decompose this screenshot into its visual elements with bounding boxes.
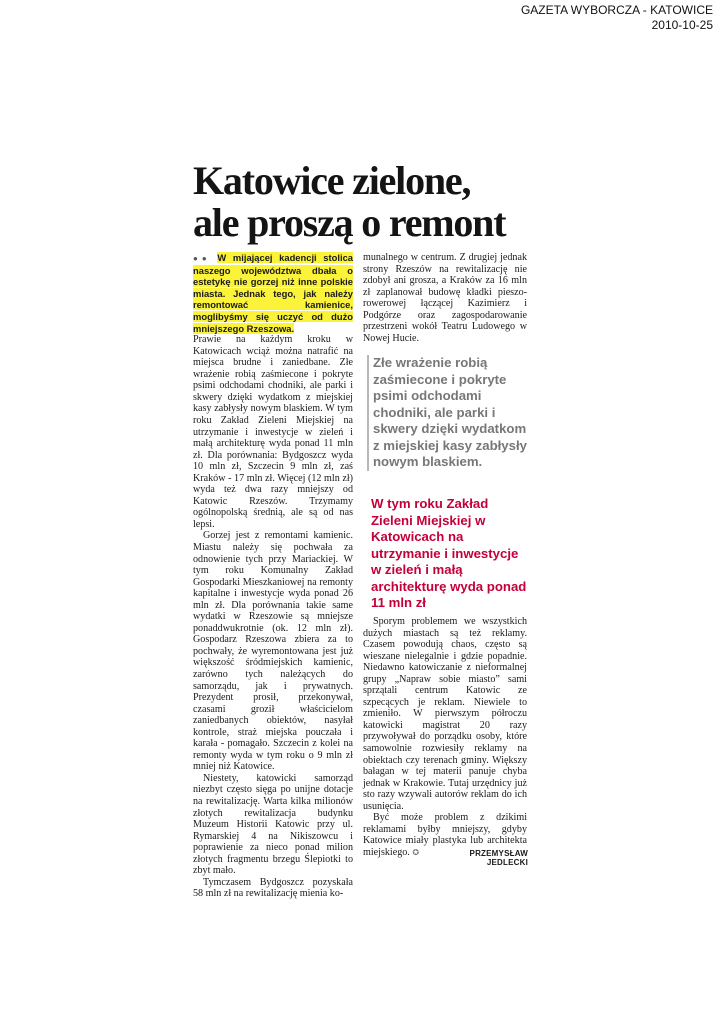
- paragraph: Sporym problemem we wszystkich dużych miastach są też reklamy. Czasem powodują chaos, często są wieszane nielegalnie i gdzie popadnie. Niedawno katowiczanie z nieformalnej grupy „Napraw sobie miasto” sami sprzątali centrum Katowic ze szpecących je reklam. Niewiele to zmieniło. W pierwszym półroczu katowicki magistrat 20 razy przywoływał do porządku osoby, które samowolnie rozwiesiły reklamy na obiektach czy terenach gminy. Większy bałagan w tej materii panuje chyba jednak w Krakowie. Tutaj urzędnicy już sto razy wzywali autorów reklam do ich usunięcia.: [363, 616, 527, 812]
- paragraph: munalnego w centrum. Z drugiej jednak strony Rzeszów na rewitalizację nie zdobył ani grosza, a Kraków za 16 mln zł zaplanował budowę kładki pieszo-rowerowej łączącej Kazimierz i Podgórze oraz zagospodarowanie przestrzeni wokół Teatru Ludowego w Nowej Hucie.: [363, 252, 527, 344]
- paragraph: Prawie na każdym kroku w Katowicach wciąż można natrafić na miejsca brudne i zaniedbane. Złe wrażenie robią zaśmiecone i pokryte psimi odchodami chodniki, ale parki i skwery dzięki wydatkom z miejskiej kasy zabłysły nowym blaskiem. W tym roku Zakład Zieleni Miejskiej na utrzymanie i inwestycje w zieleń i małą architekturę wyda ponad 11 mln zł. Dla porównania: Bydgoszcz wyda 10 mln zł, Szczecin 9 mln zł, zaś Kraków - 17 mln zł. Więcej (12 mln zł) wyda też dwa razy mniejszy od Katowic Rzeszów. Trzymamy ogólnopolską średnią, ale są od nas lepsi.: [193, 334, 353, 530]
- lead-bullet-icon: ●●: [193, 254, 211, 263]
- publication-date: 2010-10-25: [651, 18, 713, 32]
- paragraph: Tymczasem Bydgoszcz pozyskała 58 mln zł na rewitalizację mienia ko-: [193, 876, 353, 900]
- end-mark-icon: ✪: [412, 847, 420, 857]
- title-line-2: ale proszą o remont: [193, 200, 506, 245]
- paragraph: Gorzej jest z remontami kamienic. Miastu należy się pochwała za odnowienie tych przy Mariackiej. W tym roku Komunalny Zakład Gospodarki Mieszkaniowej na remonty kapitalne i inwestycje wyda ponad 26 mln zł. Dla porównania takie same wydatki w Rzeszowie są mniejsze ponaddwukrotnie (ok. 12 mln zł). Gospodarz Rzeszowa zbiera za to pochwały, że wyremontowana jest już większość śródmiejskich kamienic, zarówno tych należących do samorządu, jak i prywatnych. Prezydent prosił, przekonywał, czasami groził właścicielom zaniedbanych obiektów, nasyłał kontrole, straż miejska pouczała i karała - pomagało. Szczecin z kolei na remonty wyda w tym roku o 9 mln zł mniej niż Katowice.: [193, 530, 353, 773]
- article-column-2: [363, 252, 527, 344]
- paragraph-text: Być może problem z dzikimi reklamami byłby mniejszy, gdyby Katowice miały plastyka lub architekta miejskiego.: [363, 812, 527, 858]
- pull-quote: Złe wrażenie robią zaśmiecone i pokryte psimi odchodami chodniki, ale parki i skwery dzięki wydatkom z miejskiej kasy zabłysły nowym blaskiem.: [367, 355, 533, 471]
- publication-name: GAZETA WYBORCZA - KATOWICE: [520, 3, 713, 17]
- lead-text: W mijającej kadencji stolica naszego województwa dbała o estetykę nie gorzej niż inne polskie miasta. Jednak tego, jak należy remontować kamienice, moglibyśmy się uczyć od dużo mniejszego Rzeszowa.: [193, 252, 354, 334]
- article-author: PRZEMYSŁAW JEDLECKI: [469, 849, 528, 867]
- article-column-3: [363, 616, 527, 858]
- pull-quote-red: W tym roku Zakład Zieleni Miejskiej w Katowicach na utrzymanie i inwestycje w zieleń i małą architekturę wyda ponad 11 mln zł: [371, 496, 527, 610]
- article-column-1: [193, 252, 353, 900]
- title-line-1: Katowice zielone,: [193, 158, 471, 203]
- article-title: [193, 160, 533, 244]
- article-lead: [193, 252, 353, 334]
- source-header: [521, 3, 713, 33]
- paragraph: Niestety, katowicki samorząd niezbyt często sięga po unijne dotacje na rewitalizację. Warta kilka milionów złotych rewitalizacja budynku Muzeum Historii Katowic przy ul. Rymarskiej 4 na Nikiszowcu i poprawienie za nieco ponad milion złotych fragmentu brzegu Ślepiotki to zbyt mało.: [193, 772, 353, 877]
